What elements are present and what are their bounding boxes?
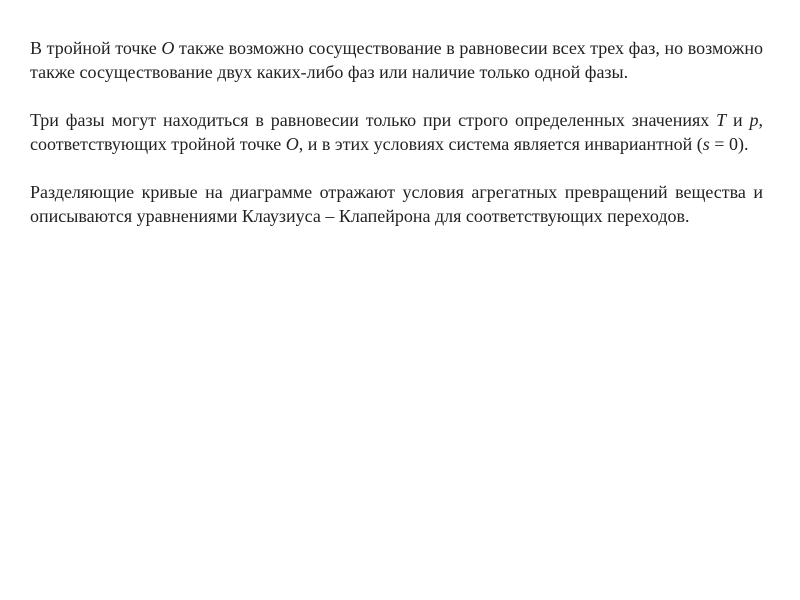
text-run: и [726, 110, 750, 130]
symbol-O: O [285, 134, 299, 154]
text-run: В тройной точке [30, 38, 162, 58]
paragraph-three-phases [30, 108, 763, 156]
symbol-p: p [749, 110, 759, 130]
paragraph-triple-point [30, 36, 763, 84]
text-run: Три фазы могут находиться в равновесии только при строго определенных значениях [30, 110, 717, 130]
paragraph-separating-curves [30, 180, 763, 228]
text-run: = 0). [709, 134, 749, 154]
text-run: Разделяющие кривые на диаграмме отражают условия агрегатных превращений вещества и описываются уравнениями Клаузиуса – Клапейрона для соответствующих переходов. [30, 182, 763, 226]
symbol-O: O [161, 38, 175, 58]
symbol-s: s [702, 134, 710, 154]
symbol-T: T [716, 110, 727, 130]
text-run: , соответствующих тройной точке [30, 110, 763, 154]
document-body [30, 36, 763, 252]
text-run: , и в этих условиях система является инвариантной ( [298, 134, 703, 154]
text-run: также возможно сосуществование в равновесии всех трех фаз, но возможно также сосуществование двух каких-либо фаз или наличие только одной фазы. [30, 38, 763, 82]
